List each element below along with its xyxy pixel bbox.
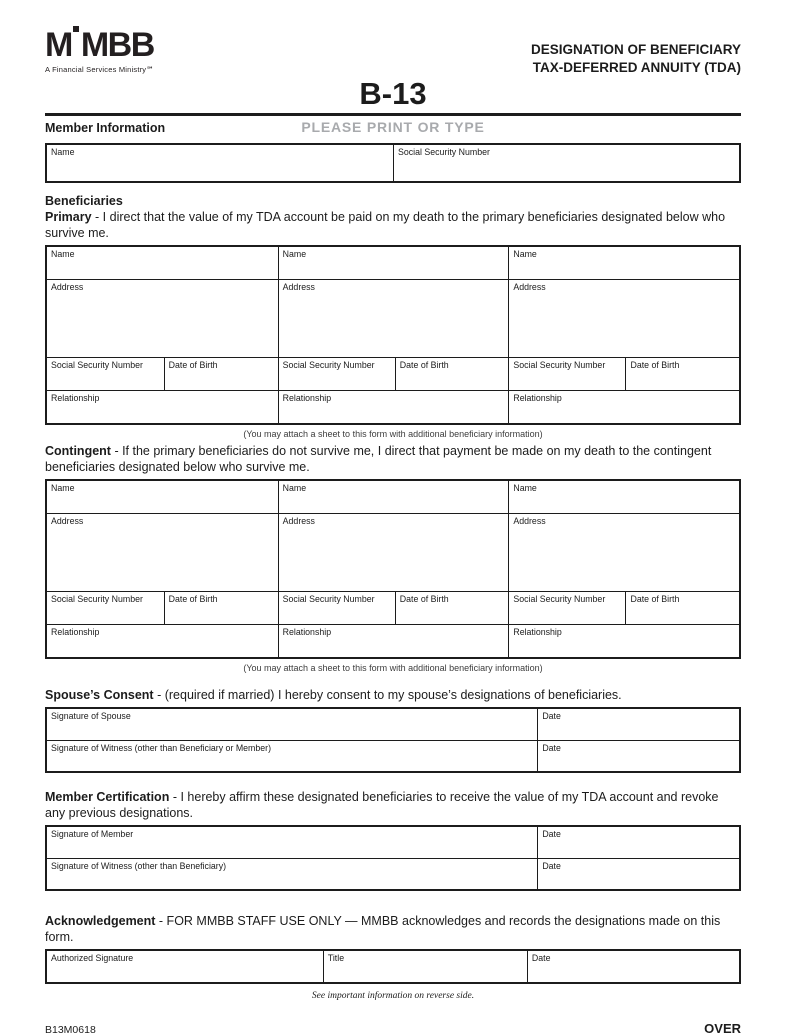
member-certification-heading bbox=[45, 789, 741, 821]
member-name-label: Name bbox=[51, 147, 75, 158]
spouse-consent-heading bbox=[45, 687, 741, 703]
contingent-beneficiaries-table bbox=[45, 479, 741, 659]
mmbb-logo bbox=[45, 26, 154, 62]
logo-dot-icon bbox=[73, 26, 79, 32]
signature-of-witness-label: Signature of Witness (other than Beneficiary or Member) bbox=[51, 743, 272, 754]
beneficiary-name-field[interactable] bbox=[47, 481, 278, 514]
reverse-side-note: See important information on reverse side. bbox=[311, 991, 475, 1002]
signature-of-member-field[interactable] bbox=[47, 827, 538, 858]
member-information-table bbox=[45, 143, 741, 183]
beneficiary-dob-label: Date of Birth bbox=[630, 594, 680, 605]
beneficiary-name-field[interactable] bbox=[47, 247, 278, 280]
beneficiary-relationship-field[interactable] bbox=[509, 391, 739, 423]
beneficiary-relationship-label: Relationship bbox=[513, 627, 562, 638]
brand-block bbox=[45, 26, 154, 74]
attach-sheet-note: (You may attach a sheet to this form with additional beneficiary information) bbox=[243, 663, 543, 674]
authorized-signature-field[interactable] bbox=[47, 951, 324, 982]
beneficiary-ssn-label: Social Security Number bbox=[282, 594, 375, 605]
beneficiary-dob-label: Date of Birth bbox=[630, 360, 680, 371]
beneficiary-name-label: Name bbox=[513, 249, 537, 260]
print-notice: PLEASE PRINT OR TYPE bbox=[301, 119, 485, 136]
contingent-description bbox=[45, 443, 741, 475]
member-ssn-field[interactable] bbox=[393, 145, 739, 181]
signature-of-spouse-label: Signature of Spouse bbox=[51, 711, 131, 722]
date-label: Date bbox=[531, 953, 551, 964]
over-label: OVER bbox=[704, 1021, 741, 1036]
title-label: Title bbox=[327, 953, 345, 964]
beneficiary-dob-field[interactable] bbox=[396, 592, 509, 624]
beneficiary-relationship-label: Relationship bbox=[513, 393, 562, 404]
beneficiary-ssn-label: Social Security Number bbox=[282, 360, 375, 371]
header bbox=[45, 26, 741, 76]
beneficiary-ssn-label: Social Security Number bbox=[51, 594, 143, 605]
primary-beneficiaries-table bbox=[45, 245, 741, 425]
logo-text-left: M bbox=[45, 26, 72, 64]
beneficiary-address-field[interactable] bbox=[509, 514, 739, 592]
beneficiary-address-field[interactable] bbox=[279, 514, 509, 592]
primary-description bbox=[45, 209, 741, 241]
contingent-text: - If the primary beneficiaries do not survive me, I direct that payment be made on my death to the contingent beneficiaries designated below who survive me. bbox=[45, 444, 712, 475]
contingent-beneficiary-card-1 bbox=[47, 481, 278, 657]
beneficiary-address-label: Address bbox=[513, 282, 546, 293]
beneficiary-ssn-label: Social Security Number bbox=[513, 594, 606, 605]
form-code: B13M0618 bbox=[45, 1024, 96, 1036]
acknowledgement-text: - FOR MMBB STAFF USE ONLY — MMBB acknowledges and records the designations made on this form. bbox=[45, 914, 721, 945]
beneficiary-address-label: Address bbox=[282, 516, 315, 527]
beneficiary-name-label: Name bbox=[282, 249, 307, 260]
beneficiary-address-label: Address bbox=[51, 282, 84, 293]
beneficiary-name-field[interactable] bbox=[279, 481, 509, 514]
date-field[interactable] bbox=[528, 951, 739, 982]
beneficiary-address-field[interactable] bbox=[509, 280, 739, 358]
contingent-label: Contingent bbox=[45, 444, 111, 459]
beneficiary-relationship-label: Relationship bbox=[51, 393, 100, 404]
page-footer bbox=[45, 1021, 741, 1036]
acknowledgement-table bbox=[45, 949, 741, 984]
acknowledgement-heading bbox=[45, 913, 741, 945]
title-field[interactable] bbox=[324, 951, 528, 982]
beneficiary-dob-field[interactable] bbox=[165, 358, 278, 390]
date-label: Date bbox=[542, 861, 561, 872]
logo-text-right: MBB bbox=[80, 26, 154, 64]
date-field[interactable] bbox=[538, 859, 739, 889]
beneficiaries-title: Beneficiaries bbox=[45, 194, 123, 209]
beneficiary-name-label: Name bbox=[513, 483, 537, 494]
beneficiary-address-field[interactable] bbox=[47, 280, 278, 358]
primary-beneficiary-card-1 bbox=[47, 247, 278, 423]
form-number: B-13 bbox=[359, 76, 427, 112]
beneficiary-dob-field[interactable] bbox=[626, 358, 739, 390]
beneficiary-dob-field[interactable] bbox=[165, 592, 278, 624]
beneficiary-relationship-field[interactable] bbox=[279, 625, 509, 657]
beneficiary-ssn-field[interactable] bbox=[47, 592, 165, 624]
beneficiary-relationship-field[interactable] bbox=[47, 625, 278, 657]
acknowledgement-label: Acknowledgement bbox=[45, 914, 156, 929]
member-certification-label: Member Certification bbox=[45, 790, 170, 805]
contingent-beneficiary-card-2 bbox=[278, 481, 509, 657]
primary-beneficiary-card-3 bbox=[508, 247, 739, 423]
date-field[interactable] bbox=[538, 709, 739, 740]
signature-of-member-label: Signature of Member bbox=[51, 829, 134, 840]
beneficiary-name-field[interactable] bbox=[279, 247, 509, 280]
attach-sheet-note: (You may attach a sheet to this form with additional beneficiary information) bbox=[243, 429, 543, 440]
member-ssn-label: Social Security Number bbox=[398, 147, 490, 158]
logo-tagline: A Financial Services Ministry℠ bbox=[45, 65, 155, 74]
beneficiary-relationship-field[interactable] bbox=[509, 625, 739, 657]
signature-of-spouse-field[interactable] bbox=[47, 709, 538, 740]
document-title bbox=[531, 26, 741, 76]
spouse-consent-label: Spouse’s Consent bbox=[45, 688, 154, 703]
date-label: Date bbox=[542, 743, 561, 754]
member-information-title: Member Information bbox=[45, 121, 166, 136]
authorized-signature-label: Authorized Signature bbox=[51, 953, 134, 964]
contingent-beneficiary-card-3 bbox=[508, 481, 739, 657]
beneficiary-dob-label: Date of Birth bbox=[168, 594, 218, 605]
beneficiary-name-field[interactable] bbox=[509, 247, 739, 280]
beneficiary-address-label: Address bbox=[513, 516, 546, 527]
beneficiary-relationship-field[interactable] bbox=[47, 391, 278, 423]
member-name-field[interactable] bbox=[47, 145, 393, 181]
signature-of-witness-field[interactable] bbox=[47, 859, 538, 889]
date-field[interactable] bbox=[538, 827, 739, 858]
primary-label: Primary bbox=[45, 210, 92, 225]
beneficiary-ssn-field[interactable] bbox=[509, 592, 626, 624]
document-title-line2: TAX-DEFERRED ANNUITY (TDA) bbox=[532, 59, 741, 75]
beneficiary-relationship-label: Relationship bbox=[282, 393, 332, 404]
beneficiary-dob-label: Date of Birth bbox=[168, 360, 218, 371]
divider-rule bbox=[45, 113, 741, 116]
signature-of-witness-field[interactable] bbox=[47, 741, 538, 771]
date-field[interactable] bbox=[538, 741, 739, 771]
primary-beneficiary-card-2 bbox=[278, 247, 509, 423]
document-title-line1: DESIGNATION OF BENEFICIARY bbox=[530, 42, 741, 57]
beneficiary-name-label: Name bbox=[51, 483, 75, 494]
beneficiary-ssn-label: Social Security Number bbox=[513, 360, 606, 371]
member-certification-table bbox=[45, 825, 741, 891]
beneficiary-dob-field[interactable] bbox=[396, 358, 509, 390]
beneficiary-ssn-field[interactable] bbox=[47, 358, 165, 390]
member-certification-text: - I hereby affirm these designated beneficiaries to receive the value of my TDA account and revoke any previous designations. bbox=[45, 790, 719, 821]
beneficiary-relationship-label: Relationship bbox=[282, 627, 332, 638]
beneficiary-address-field[interactable] bbox=[47, 514, 278, 592]
beneficiary-relationship-label: Relationship bbox=[51, 627, 100, 638]
spouse-consent-text: - (required if married) I hereby consent to my spouse’s designations of beneficiaries. bbox=[157, 688, 622, 703]
spouse-consent-table bbox=[45, 707, 741, 773]
beneficiary-name-label: Name bbox=[282, 483, 307, 494]
beneficiary-address-field[interactable] bbox=[279, 280, 509, 358]
subheader bbox=[45, 119, 741, 138]
primary-text: - I direct that the value of my TDA account be paid on my death to the primary beneficiaries designated below who survive me. bbox=[45, 210, 726, 241]
date-label: Date bbox=[542, 829, 561, 840]
beneficiary-dob-label: Date of Birth bbox=[399, 594, 449, 605]
beneficiary-name-field[interactable] bbox=[509, 481, 739, 514]
beneficiary-dob-field[interactable] bbox=[626, 592, 739, 624]
beneficiary-ssn-field[interactable] bbox=[279, 592, 396, 624]
beneficiary-address-label: Address bbox=[282, 282, 315, 293]
date-label: Date bbox=[542, 711, 561, 722]
beneficiary-name-label: Name bbox=[51, 249, 75, 260]
beneficiary-ssn-field[interactable] bbox=[279, 358, 396, 390]
beneficiary-ssn-field[interactable] bbox=[509, 358, 626, 390]
signature-of-witness-label: Signature of Witness (other than Beneficiary) bbox=[51, 861, 227, 872]
beneficiary-dob-label: Date of Birth bbox=[399, 360, 449, 371]
beneficiary-relationship-field[interactable] bbox=[279, 391, 509, 423]
beneficiary-address-label: Address bbox=[51, 516, 84, 527]
beneficiary-ssn-label: Social Security Number bbox=[51, 360, 143, 371]
